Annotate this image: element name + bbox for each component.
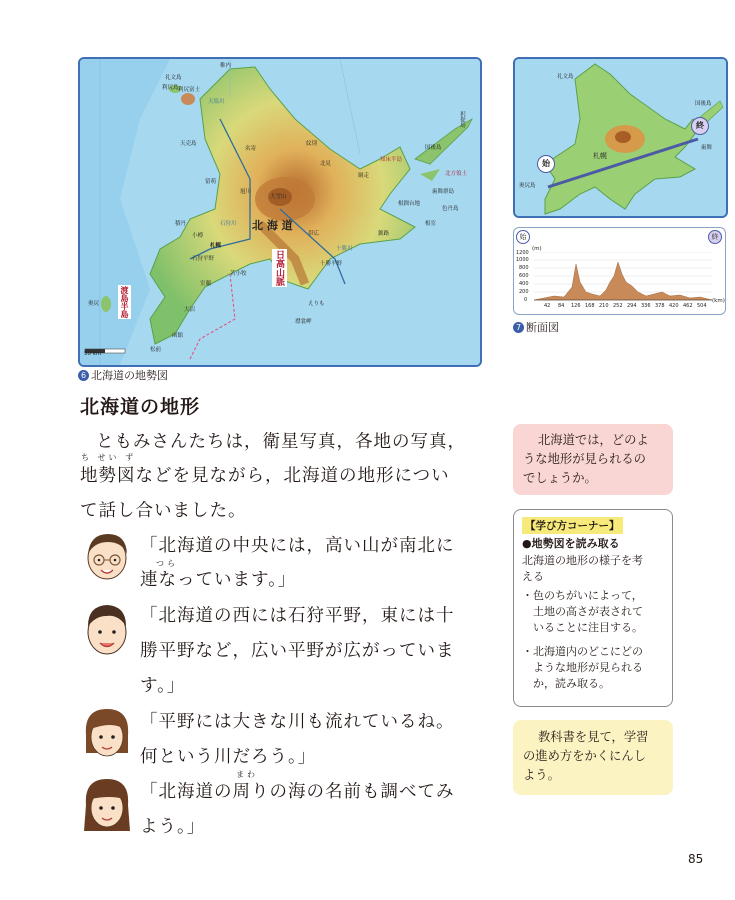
intro-line-2: 地勢図などを見ながら，北海道の地形につい — [80, 466, 450, 486]
dialogue-2-line-2: 勝平野など，広い平野が広がっていま — [140, 641, 455, 661]
dialogue-1-line-2: 連なっています。」 — [140, 570, 297, 590]
dialogue-3-line-2: 何という川だろう。」 — [140, 747, 317, 767]
profile-graphic — [534, 252, 712, 302]
place-label: 礼文島 — [557, 74, 574, 80]
hidaka-mountains-label: 日高山脈 — [272, 249, 287, 287]
elevation-profile — [513, 227, 726, 315]
y-tick: 200 — [519, 289, 529, 295]
x-tick: 462 — [683, 303, 693, 309]
place-label: 利尻島 — [162, 85, 179, 91]
method-line: いることに注目する。 — [522, 621, 643, 634]
dialogue-2-line-1: 「北海道の西には石狩平野，東には十 — [140, 606, 455, 626]
place-label: 釧路 — [378, 231, 390, 237]
y-tick: 0 — [524, 297, 528, 303]
y-tick: 400 — [519, 281, 529, 287]
place-label: 奥尻 — [88, 301, 100, 307]
place-label: 稚内 — [220, 63, 232, 69]
locator-map-graphic — [515, 59, 726, 216]
place-label: 襟裳岬 — [295, 319, 312, 325]
question-line-2: うな地形が見られるの — [523, 452, 646, 466]
method-heading: ●地勢図を読み取る — [522, 537, 620, 550]
intro-line-3: て話し合いました。 — [80, 501, 247, 521]
peak-label: 大雪山 — [270, 194, 287, 200]
x-tick: 420 — [669, 303, 679, 309]
x-tick: 210 — [599, 303, 609, 309]
place-label: 国後島 — [425, 145, 442, 151]
place-label: 帯広 — [308, 231, 320, 237]
place-label: 苫小牧 — [230, 271, 247, 277]
girl-long-hair-avatar — [82, 775, 132, 835]
place-label: 石狩川 — [220, 221, 237, 227]
place-label: 網走 — [358, 173, 370, 179]
place-label: 歯舞 — [701, 145, 713, 151]
place-label: 北方領土 — [445, 171, 468, 177]
place-label: 札幌 — [593, 152, 607, 160]
x-tick: 168 — [585, 303, 595, 309]
x-tick: 42 — [544, 303, 551, 309]
x-tick: 336 — [641, 303, 651, 309]
x-tick: 126 — [571, 303, 581, 309]
place-label: 名寄 — [245, 146, 257, 152]
method-line: ・北海道内のどこにどの — [522, 645, 643, 658]
intro-line-1: ともみさんたちは，衛星写真，各地の写真， — [96, 432, 466, 452]
profile-caption — [513, 319, 559, 335]
start-marker: 始 — [537, 155, 555, 173]
learning-method-tag: 【学び方コーナー】 — [522, 517, 623, 534]
method-line: か，読み取る。 — [522, 677, 610, 690]
girl-avatar — [82, 705, 132, 763]
section-title: 北海道の地形 — [80, 396, 201, 418]
place-label: えりも — [308, 301, 325, 307]
place-label: 天売島 — [180, 141, 197, 147]
x-tick: 252 — [613, 303, 623, 309]
main-map-caption — [78, 367, 168, 383]
place-label: 根室 — [425, 221, 437, 227]
page-number: 85 — [688, 852, 704, 866]
hokkaido-relief-map — [78, 57, 482, 367]
method-line: 土地の高さが表されて — [522, 605, 643, 618]
place-label: 札幌 — [210, 243, 222, 249]
x-tick: 378 — [655, 303, 665, 309]
place-label: 奥尻島 — [519, 183, 536, 189]
dialogue-2-line-3: す。」 — [140, 676, 186, 696]
place-label: 石狩平野 — [192, 256, 215, 262]
scale-label: 50 km — [84, 351, 102, 357]
figure-caption: 断面図 — [526, 321, 559, 334]
learning-method-box — [513, 509, 673, 707]
dialogue-3-line-1: 「平野には大きな川も流れているね。 — [140, 712, 455, 732]
y-tick: 600 — [519, 273, 529, 279]
place-label: 紋別 — [306, 141, 318, 147]
place-label: 小樽 — [192, 233, 204, 239]
figure-number: 6 — [78, 370, 89, 381]
guide-line-3: よう。 — [523, 768, 560, 782]
place-label: 礼文島 — [165, 75, 182, 81]
place-label: 大沼 — [184, 307, 196, 313]
method-line: ような地形が見られる — [522, 661, 643, 674]
place-label: 利尻富士 — [178, 87, 201, 93]
method-line: える — [522, 570, 544, 583]
place-label: 根釧台地 — [398, 201, 421, 207]
place-label: 十勝川 — [336, 246, 353, 252]
place-label: 積丹 — [175, 221, 187, 227]
place-label: 択捉島 — [459, 111, 465, 128]
x-tick: 294 — [627, 303, 637, 309]
end-marker: 終 — [691, 117, 709, 135]
guide-box — [513, 720, 673, 795]
y-tick: 1000 — [516, 257, 529, 263]
place-label: 松前 — [150, 347, 162, 353]
cross-section-locator-map — [513, 57, 728, 218]
place-label: 留萌 — [205, 179, 217, 185]
region-label: 北 海 道 — [252, 219, 293, 232]
place-label: 国後島 — [695, 101, 712, 107]
x-tick: 84 — [558, 303, 565, 309]
y-unit: (m) — [532, 246, 542, 252]
boy-with-glasses-avatar — [82, 530, 132, 584]
guide-line-1: 教科書を見て，学習 — [538, 730, 649, 744]
guide-line-2: の進め方をかくにんし — [523, 749, 646, 763]
place-label: 知床半島 — [380, 157, 403, 163]
place-label: 室蘭 — [200, 281, 212, 287]
place-label: 旭川 — [240, 189, 252, 195]
ruby-chiseizu: ち せい ず — [81, 453, 137, 462]
question-line-3: でしょうか。 — [523, 471, 597, 485]
ruby-mawa: まわ — [236, 770, 258, 779]
place-label: 函館 — [172, 333, 184, 339]
place-label: 色丹島 — [442, 206, 459, 212]
place-label: 歯舞群島 — [432, 189, 455, 195]
y-tick: 800 — [519, 265, 529, 271]
figure-caption: 北海道の地勢図 — [91, 369, 168, 382]
method-line: 北海道の地形の様子を考 — [522, 554, 643, 567]
profile-start-marker: 始 — [516, 230, 530, 244]
place-label: 十勝平野 — [320, 261, 343, 267]
question-line-1: 北海道では，どのよ — [538, 433, 649, 447]
place-label: 北見 — [320, 161, 332, 167]
dialogue-4-line-1: 「北海道の周りの海の名前も調べてみ — [140, 782, 455, 802]
relief-map-graphic — [80, 59, 480, 365]
x-unit: (km) — [712, 298, 725, 304]
question-box — [513, 424, 673, 495]
method-line: ・色のちがいによって， — [522, 589, 643, 602]
x-tick: 504 — [697, 303, 707, 309]
dialogue-1-line-1: 「北海道の中央には，高い山が南北に — [140, 536, 455, 556]
ruby-tsura: つら — [156, 559, 178, 568]
boy-avatar — [82, 600, 132, 658]
oshima-peninsula-label: 渡島半島 — [120, 286, 129, 318]
place-label: 天塩川 — [208, 99, 225, 105]
figure-number: 7 — [513, 322, 524, 333]
dialogue-4-line-2: よう。」 — [140, 817, 206, 837]
y-tick: 1200 — [516, 250, 529, 256]
profile-end-marker: 終 — [708, 230, 722, 244]
